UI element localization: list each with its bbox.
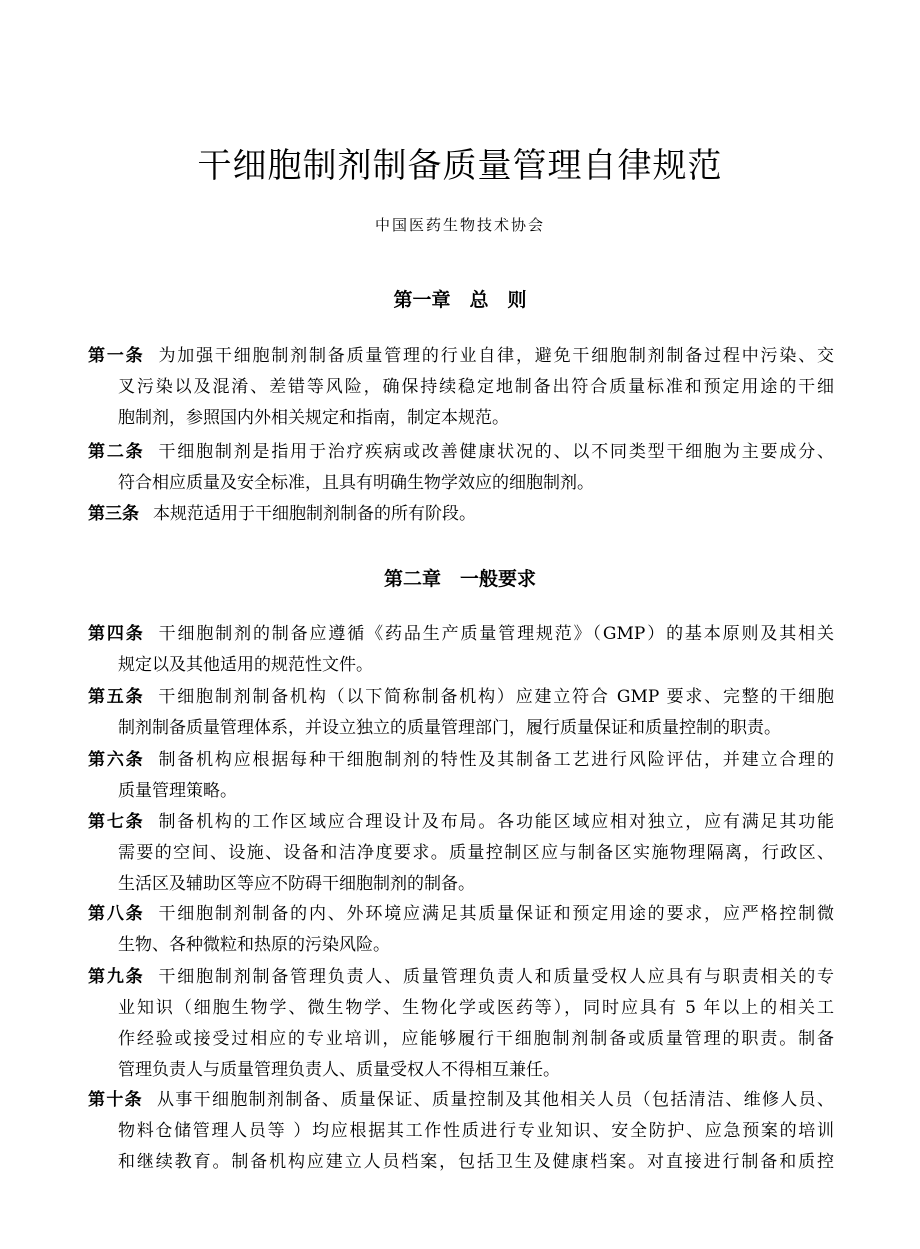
article bbox=[88, 341, 834, 434]
article-line bbox=[88, 899, 834, 930]
article-text: 质量管理策略。 bbox=[118, 781, 237, 801]
article-text: 生活区及辅助区等应不防碍干细胞制剂的制备。 bbox=[118, 874, 475, 894]
article-text: 胞制剂，参照国内外相关规定和指南，制定本规范。 bbox=[118, 408, 509, 428]
article-line bbox=[88, 437, 834, 468]
article bbox=[88, 437, 834, 499]
article-label: 第一条 bbox=[88, 346, 145, 366]
article-line bbox=[88, 1116, 834, 1147]
issuing-organization: 中国医药生物技术协会 bbox=[374, 216, 545, 234]
article-line bbox=[88, 807, 834, 838]
article-text: 物料仓储管理人员等 ）均应根据其工作性质进行专业知识、安全防护、应急预案的培训 bbox=[118, 1121, 834, 1141]
article-label: 第三条 bbox=[88, 504, 139, 524]
article-text: 本规范适用于干细胞制剂制备的所有阶段。 bbox=[153, 504, 476, 524]
article-label: 第二条 bbox=[88, 442, 145, 462]
article-line bbox=[88, 713, 834, 744]
article-line bbox=[88, 650, 834, 681]
article-label: 第七条 bbox=[88, 812, 145, 832]
article-text: 为加强干细胞制剂制备质量管理的行业自律，避免干细胞制剂制备过程中污染、交 bbox=[158, 346, 834, 366]
article bbox=[88, 962, 834, 1086]
article bbox=[88, 899, 834, 961]
article-text: 干细胞制剂的制备应遵循《药品生产质量管理规范》（GMP）的基本原则及其相关 bbox=[158, 624, 834, 644]
article bbox=[88, 499, 834, 530]
article bbox=[88, 619, 834, 681]
article-text: 管理负责人与质量管理负责人、质量受权人不得相互兼任。 bbox=[118, 1060, 560, 1080]
article-line bbox=[88, 869, 834, 900]
article-text: 规定以及其他适用的规范性文件。 bbox=[118, 655, 373, 675]
article-label: 第九条 bbox=[88, 967, 145, 987]
article-line bbox=[88, 838, 834, 869]
article-line bbox=[88, 341, 834, 372]
article-line bbox=[88, 372, 834, 403]
article-text: 干细胞制剂制备机构（以下简称制备机构）应建立符合 GMP 要求、完整的干细胞 bbox=[158, 687, 834, 707]
article-text: 叉污染以及混淆、差错等风险，确保持续稳定地制备出符合质量标准和预定用途的干细 bbox=[118, 377, 834, 397]
article-label: 第四条 bbox=[88, 624, 145, 644]
article-text: 干细胞制剂制备管理负责人、质量管理负责人和质量受权人应具有与职责相关的专 bbox=[158, 967, 834, 987]
article-line bbox=[88, 468, 834, 499]
article-text: 干细胞制剂是指用于治疗疾病或改善健康状况的、以不同类型干细胞为主要成分、 bbox=[158, 442, 834, 462]
article bbox=[88, 745, 834, 807]
article-line bbox=[88, 1024, 834, 1055]
article-line bbox=[88, 745, 834, 776]
article-label: 第十条 bbox=[88, 1090, 143, 1110]
article-text: 符合相应质量及安全标准，且具有明确生物学效应的细胞制剂。 bbox=[118, 473, 594, 493]
article-text: 制备机构应根据每种干细胞制剂的特性及其制备工艺进行风险评估，并建立合理的 bbox=[158, 750, 834, 770]
article-text: 从事干细胞制剂制备、质量保证、质量控制及其他相关人员（包括清洁、维修人员、 bbox=[157, 1090, 834, 1110]
article-text: 生物、各种微粒和热原的污染风险。 bbox=[118, 935, 390, 955]
article-line bbox=[88, 776, 834, 807]
article-label: 第八条 bbox=[88, 904, 145, 924]
article-line bbox=[88, 619, 834, 650]
article-line bbox=[88, 1085, 834, 1116]
article-line bbox=[88, 993, 834, 1024]
article-text: 制备机构的工作区域应合理设计及布局。各功能区域应相对独立，应有满足其功能 bbox=[158, 812, 834, 832]
article-line bbox=[88, 962, 834, 993]
article-text: 需要的空间、设施、设备和洁净度要求。质量控制区应与制备区实施物理隔离，行政区、 bbox=[118, 843, 834, 863]
article-line bbox=[88, 1147, 834, 1178]
article-line bbox=[88, 499, 834, 530]
document-title: 干细胞制剂制备质量管理自律规范 bbox=[197, 146, 723, 186]
article-text: 和继续教育。制备机构应建立人员档案，包括卫生及健康档案。对直接进行制备和质控 bbox=[118, 1152, 834, 1172]
article-line bbox=[88, 930, 834, 961]
article bbox=[88, 682, 834, 744]
article-label: 第五条 bbox=[88, 687, 145, 707]
article-text: 业知识（细胞生物学、微生物学、生物化学或医药等），同时应具有 5 年以上的相关工 bbox=[118, 998, 834, 1018]
article-text: 干细胞制剂制备的内、外环境应满足其质量保证和预定用途的要求，应严格控制微 bbox=[158, 904, 834, 924]
article-text: 作经验或接受过相应的专业培训，应能够履行干细胞制剂制备或质量管理的职责。制备 bbox=[118, 1029, 834, 1049]
article-label: 第六条 bbox=[88, 750, 145, 770]
article bbox=[88, 807, 834, 900]
article-line bbox=[88, 403, 834, 434]
article-line bbox=[88, 682, 834, 713]
chapter-heading: 第二章 一般要求 bbox=[383, 568, 536, 590]
article bbox=[88, 1085, 834, 1178]
article-text: 制剂制备质量管理体系，并设立独立的质量管理部门，履行质量保证和质量控制的职责。 bbox=[118, 718, 781, 738]
article-line bbox=[88, 1055, 834, 1086]
chapter-heading: 第一章 总 则 bbox=[393, 289, 527, 311]
